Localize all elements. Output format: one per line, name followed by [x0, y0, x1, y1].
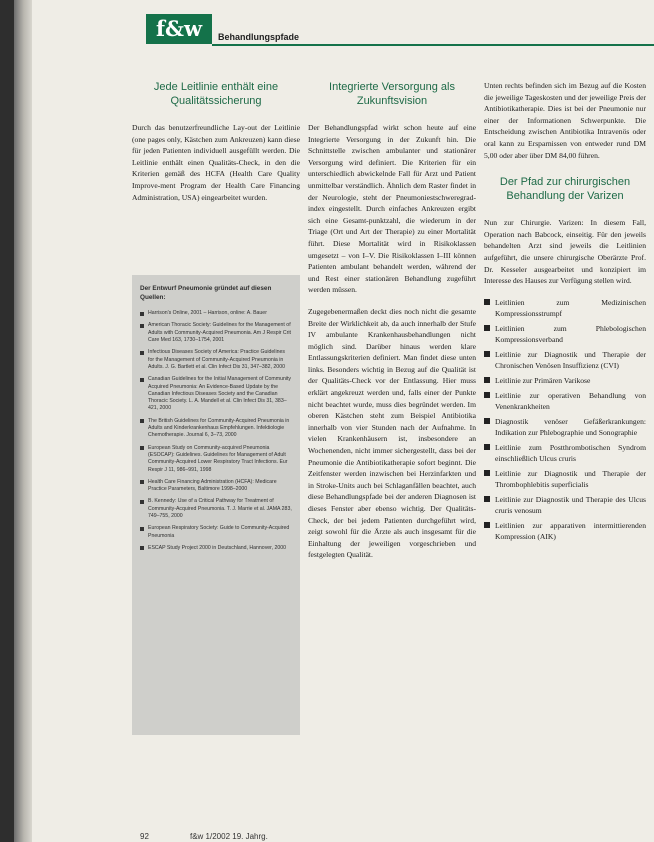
bullet-square-icon	[140, 546, 144, 550]
guideline-text: Leitlinie zum Postthrombotischen Syndrom einschließlich Ulcus cruris	[495, 442, 646, 463]
col3-paragraph-1: Unten rechts befinden sich im Bezug auf die Kosten die jeweilige Tageskosten und der jeweilige Preis der Antibiotikatherapie. Dies ist bei der Pneumonie nur einer der Informationen Schwerpunkte. Die Entscheidung zwischen Antibiotika Intravenös oder oral kann zu Ersparnissen von entweder rund DM 5,00 oder aber über DM 84,00 führen.	[484, 81, 646, 160]
source-item	[140, 322, 292, 344]
bullet-square-icon	[484, 444, 490, 450]
source-item	[140, 418, 292, 440]
guideline-item	[484, 468, 646, 490]
guideline-text: Leitlinie zur Diagnostik und Therapie des Ulcus cruris venosum	[495, 494, 646, 515]
source-item	[140, 376, 292, 412]
bullet-square-icon	[484, 418, 490, 424]
section-title: Behandlungspfade	[218, 32, 300, 42]
bullet-square-icon	[140, 419, 144, 423]
source-item	[140, 498, 292, 520]
bullet-square-icon	[140, 351, 144, 355]
bullet-square-icon	[484, 351, 490, 357]
col2-heading: Integrierte Versorgung als Zukunftsvision	[329, 81, 455, 107]
sources-list	[140, 310, 292, 552]
col1-heading: Jede Leitlinie enthält eine Qualitätssicherung	[153, 81, 279, 107]
page-number: 92	[140, 832, 149, 841]
guideline-text: Leitlinien zum Phlebologischen Kompressionsverband	[495, 323, 646, 344]
fw-logo: f&w	[146, 14, 212, 44]
bullet-square-icon	[484, 470, 490, 476]
book-spine-shadow	[14, 0, 32, 842]
bullet-square-icon	[484, 299, 490, 305]
source-item	[140, 525, 292, 540]
source-text: B. Kennedy: Use of a Critical Pathway for Treatment of Community-Acquired Pneumonia. T. J. Marrie et al. JAMA 283, 749–755, 2000	[148, 498, 292, 520]
journal-footer: f&w 1/2002 19. Jahrg.	[190, 832, 268, 841]
guideline-text: Leitlinien zum Medizinischen Kompressionsstrumpf	[495, 297, 646, 318]
sources-box	[132, 275, 300, 735]
guideline-text: Leitlinie zur Diagnostik und Therapie der Thrombophlebitis superficialis	[495, 468, 646, 489]
source-item	[140, 349, 292, 371]
guideline-text: Leitlinie zur Diagnostik und Therapie der Chronischen Venösen Insuffizienz (CVI)	[495, 349, 646, 370]
sources-box-title: Der Entwurf Pneumonie gründet auf diesen Quellen:	[140, 285, 272, 301]
bullet-square-icon	[140, 500, 144, 504]
col2-paragraph-2: Zugegebenermaßen deckt dies noch nicht die gesamte Breite der Wirklichkeit ab, da auch innerhalb der Stufe IV ambulante Krankenhausbehandlungen nicht möglich sind. Darüber hinaus werden klare Entlassungskriterien definiert. Man findet diese unten links. Besonders wichtig in Bezug auf die Qualität ist der Qualitäts-Check vor der Entlassung. Hier muss erklärt angekreuzt werden und, falls einer der Punkte nicht beachtet wurde, muss dies begründet werden. Im oberen Kästchen steht zum Beispiel Antibiotika innerhalb von vier Stunden nach der Aufnahme. In vielen Krankenhäusern ist, insbesondere an Wochenenden, nicht immer sichergestellt, dass bei der Pneumonie die Antibiotikatherapie sofort beginnt. Die Zeitfenster werden inzwischen bei Herzinfarkten und in Stroke-Units auch bei Schlaganfällen beachtet, auch diese Behandlungspfade bei der anderen Diagnosen ist dieses Fenster aber ebenso wichtig. Der Qualitäts-Check, der bei jedem Patienten durchgeführt wird, zeigt sowohl für die Ärzte als auch insgesamt für die Einhaltung der jeweiligen vorgeschrieben und festgelegten Qualität.	[308, 306, 476, 560]
bullet-square-icon	[140, 446, 144, 450]
source-text: Harrison's Online, 2001 – Harrison, online: A. Bauer	[148, 310, 267, 317]
guideline-item	[484, 442, 646, 464]
guideline-item	[484, 390, 646, 412]
source-text: Canadian Guidelines for the Initial Management of Community Acquired Pneumonia: An Evidence-Based Update by the Canadian Infectious Diseases Society and the Canadian Thoracic Society. L. A. Mandell et al. Clin Infect Dis 31, 383–421, 2000	[148, 376, 292, 412]
guideline-text: Diagnostik venöser Gefäßerkrankungen: Indikation zur Phlebographie und Sonographie	[495, 416, 646, 437]
guideline-item	[484, 323, 646, 345]
guideline-text: Leitlinie zur Primären Varikose	[495, 375, 591, 385]
source-text: European Study on Community-acquired Pneumonia (ESOCAP): Guidelines. Guidelines for Management of Adult Community-Acquired Lower Respiratory Tract Infections. Eur Respir J 11, 986–991, 1998	[148, 444, 288, 473]
source-item	[140, 545, 292, 552]
header-rule	[212, 44, 654, 46]
bullet-square-icon	[140, 312, 144, 316]
guideline-list	[484, 297, 646, 542]
col1-paragraph: Durch das benutzerfreundliche Lay-out der Leitlinie (one pages only, Kästchen zum Ankreuzen) kann diese für jeden Patienten individuell ausgefüllt werden. Die Leitlinie enthält einen Qualitäts-Check, in den die Kriterien gemäß des HCFA (Health Care Quality Improve-ment Program der Health Care Financing Administration, USA) eingearbeitet wurden.	[132, 123, 300, 202]
source-item	[140, 445, 292, 474]
source-text: American Thoracic Society: Guidelines for the Management of Adults with Community-Acquired Pneumonia. Am J Respir Crit Care Med 163, 1730–1754, 2001	[148, 322, 291, 344]
bullet-square-icon	[484, 325, 490, 331]
guideline-item	[484, 297, 646, 319]
source-text: Infectious Diseases Society of America: Practice Guidelines for the Management of Community-Acquired Pneumonia in Adults. J. G. Bartlett et al. Clin Infect Dis 31, 347–382, 2000	[148, 349, 285, 370]
guideline-item	[484, 494, 646, 516]
bullet-square-icon	[484, 392, 490, 398]
source-item	[140, 479, 292, 494]
bullet-square-icon	[140, 527, 144, 531]
column-2	[308, 80, 476, 571]
guideline-item	[484, 520, 646, 542]
guideline-text: Leitlinie zur operativen Behandlung von Venenkrankheiten	[495, 390, 646, 411]
guideline-item	[484, 349, 646, 371]
guideline-item	[484, 375, 646, 386]
magazine-page	[14, 0, 654, 842]
col2-paragraph-1: Der Behandlungspfad wirkt schon heute auf eine Integrierte Versorgung in der Zukunft hin. Die Schnittstelle zwischen ambulanter und stationärer Versorgung wird definiert. Die Kriterien für ein unterschiedlich abwickelnde Fall für Arzt und Patient unmittelbar verständlich. Ähnlich dem Raster findet in der Neurologie, steht der Pneumoniestschweregrad-index eingestellt. Durch einfaches Ankreuzen ergibt sich eine Gesamt-punktzahl, die wiederum in der Triage (Ort und Art der Therapie) zu einer Mortalität führt. Diese Mortalität wird in Risikoklassen umgesetzt – von I–V. Die Risikoklassen I–III können Patienten ambulant behandelt werden, während der und Rest einer stationären Behandlung zugeführt werden müssen.	[308, 123, 476, 295]
bullet-square-icon	[140, 480, 144, 484]
source-item	[140, 310, 292, 317]
bullet-square-icon	[140, 324, 144, 328]
source-text: The British Guidelines for Community-Acquired Pneumonia in Adults and Kinderkrankenhaus Empfehlungen. Infektiologie Chemotherapie. Journal 6, 3–73, 2000	[148, 417, 290, 439]
bullet-square-icon	[484, 496, 490, 502]
source-text: European Respiratory Society: Guide to Community-Acquired Pneumonia	[148, 525, 290, 539]
guideline-text: Leitlinien zur apparativen intermittierenden Kompression (AIK)	[495, 520, 646, 541]
col3-heading: Der Pfad zur chirurgischen Behandlung der Varizen	[499, 176, 631, 203]
column-1	[132, 80, 300, 213]
bullet-square-icon	[484, 522, 490, 528]
bullet-square-icon	[140, 378, 144, 382]
bullet-square-icon	[484, 377, 490, 383]
source-text: Health Care Financing Administration (HCFA): Medicare Practice Parameters, Baltimore 1998–2000	[148, 478, 277, 493]
column-3	[484, 80, 646, 546]
source-text: ESCAP Study Project 2000 in Deutschland, Hannover, 2000	[148, 544, 287, 551]
guideline-item	[484, 416, 646, 438]
col3-paragraph-2: Nun zur Chirurgie. Varizen: In diesem Fall, Operation nach Babcock, einseitig. Für den jeweils behandelten Arzt sind jeweils die Leitlinien aufgeführt, die unsere chirurgische Oberärzte Prof. Dr. Kesseler ausgearbeitet und konzipiert im Interesse des Hauses zur Verfügung stellen wird.	[484, 218, 646, 286]
